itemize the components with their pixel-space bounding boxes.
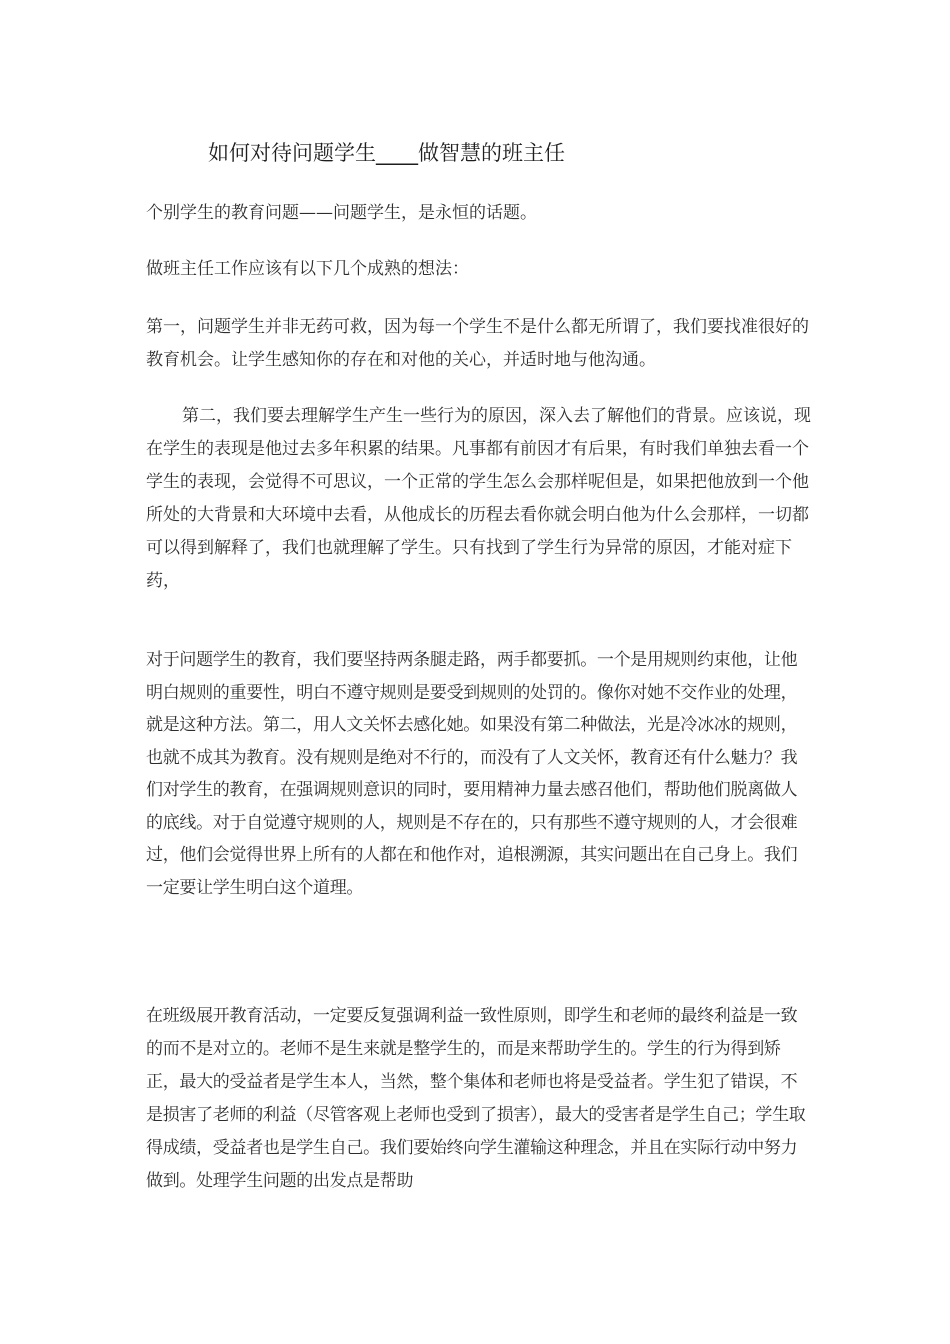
paragraph-ideas-lead: 做班主任工作应该有以下几个成熟的想法：: [146, 259, 469, 279]
document-title: 如何对待问题学生____做智慧的班主任: [208, 141, 565, 165]
paragraph-shared-interest: 在班级展开教育活动，一定要反复强调利益一致性原则，即学生和老师的最终利益是一致的而不是对立的。老师不是生来就是整学生的，而是来帮助学生的。学生的行为得到矫正，最大的受益者是学生本人，当然，整个集体和老师也将是受益者。学生犯了错误，不是损害了老师的利益（尽管客观上老师也受到了损害），最大的受害者是学生自己；学生取得成绩，受益者也是学生自己。我们要始终向学生灌输这种理念，并且在实际行动中努力做到。处理学生问题的出发点是帮助: [146, 1006, 806, 1191]
paragraph-first-point: 第一，问题学生并非无药可救，因为每一个学生不是什么都无所谓了，我们要找准很好的教育机会。让学生感知你的存在和对他的关心，并适时地与他沟通。: [146, 317, 809, 370]
paragraph-second-point: 第二，我们要去理解学生产生一些行为的原因，深入去了解他们的背景。应该说，现在学生的表现是他过去多年积累的结果。凡事都有前因才有后果，有时我们单独去看一个学生的表现，会觉得不可思议，一个正常的学生怎么会那样呢但是，如果把他放到一个他所处的大背景和大环境中去看，从他成长的历程去看你就会明白他为什么会那样，一切都可以得到解释了，我们也就理解了学生。只有找到了学生行为异常的原因，才能对症下药，: [146, 406, 811, 591]
paragraph-two-approaches: 对于问题学生的教育，我们要坚持两条腿走路，两手都要抓。一个是用规则约束他，让他明白规则的重要性，明白不遵守规则是要受到规则的处罚的。像你对她不交作业的处理，就是这种方法。第二，用人文关怀去感化她。如果没有第二种做法，光是冷冰冰的规则，也就不成其为教育。没有规则是绝对不行的，而没有了人文关怀，教育还有什么魅力？我们对学生的教育，在强调规则意识的同时，要用精神力量去感召他们，帮助他们脱离做人的底线。对于自觉遵守规则的人，规则是不存在的，只有那些不遵守规则的人，才会很难过，他们会觉得世界上所有的人都在和他作对，追根溯源，其实问题出在自己身上。我们一定要让学生明白这个道理。: [146, 650, 798, 898]
paragraph-intro: 个别学生的教育问题——问题学生，是永恒的话题。: [146, 203, 537, 223]
